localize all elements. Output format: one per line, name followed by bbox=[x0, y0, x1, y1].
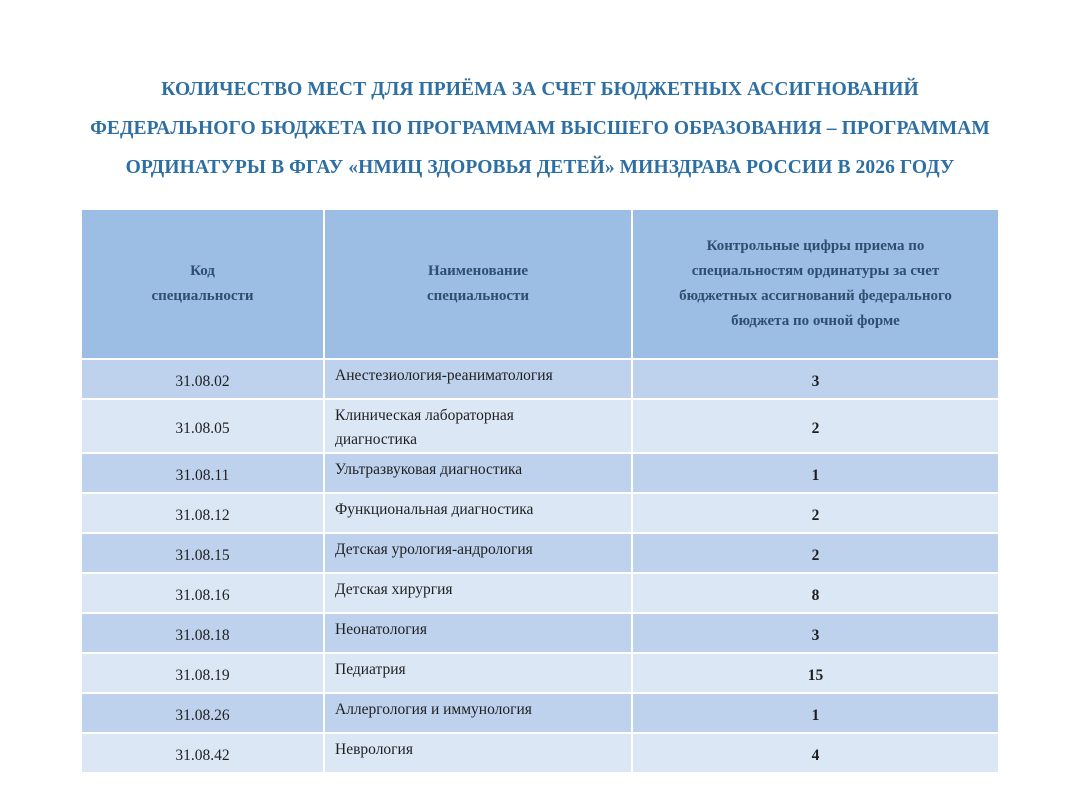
table-row bbox=[82, 360, 998, 398]
cell-code: 31.08.26 bbox=[82, 694, 323, 732]
table-header bbox=[82, 210, 998, 358]
cell-name-line: Детская урология-андрология bbox=[335, 541, 533, 558]
cell-code: 31.08.02 bbox=[82, 360, 323, 398]
cell-name bbox=[325, 360, 631, 398]
document-title bbox=[40, 70, 1040, 187]
cell-name bbox=[325, 494, 631, 532]
cell-count: 1 bbox=[633, 694, 998, 732]
cell-code: 31.08.42 bbox=[82, 734, 323, 772]
cell-count: 2 bbox=[633, 534, 998, 572]
table-row bbox=[82, 534, 998, 572]
cell-name-line: Неонатология bbox=[335, 621, 427, 638]
cell-name bbox=[325, 534, 631, 572]
cell-name-line: Анестезиология-реаниматология bbox=[335, 367, 553, 384]
cell-code: 31.08.16 bbox=[82, 574, 323, 612]
cell-code: 31.08.18 bbox=[82, 614, 323, 652]
table-row bbox=[82, 694, 998, 732]
cell-count: 2 bbox=[633, 400, 998, 452]
header-count-line: бюджетных ассигнований федерального bbox=[679, 288, 952, 304]
header-count-line: бюджета по очной форме bbox=[731, 313, 900, 329]
cell-name bbox=[325, 734, 631, 772]
cell-name bbox=[325, 614, 631, 652]
cell-name-line: Аллергология и иммунология bbox=[335, 701, 532, 718]
header-row bbox=[82, 210, 998, 358]
table-row bbox=[82, 574, 998, 612]
title-line: ФЕДЕРАЛЬНОГО БЮДЖЕТА ПО ПРОГРАММАМ ВЫСШЕГО ОБРАЗОВАНИЯ – ПРОГРАММАМ bbox=[90, 118, 990, 139]
header-count-line: специальностям ординатуры за счет bbox=[691, 263, 940, 279]
title-line: КОЛИЧЕСТВО МЕСТ ДЛЯ ПРИЁМА ЗА СЧЕТ БЮДЖЕТНЫХ АССИГНОВАНИЙ bbox=[161, 79, 919, 100]
cell-code: 31.08.11 bbox=[82, 454, 323, 492]
table-row bbox=[82, 454, 998, 492]
cell-name bbox=[325, 400, 631, 452]
table-row bbox=[82, 654, 998, 692]
cell-count: 1 bbox=[633, 454, 998, 492]
cell-name-line: Ультразвуковая диагностика bbox=[335, 461, 523, 478]
cell-code: 31.08.12 bbox=[82, 494, 323, 532]
title-line: ОРДИНАТУРЫ В ФГАУ «НМИЦ ЗДОРОВЬЯ ДЕТЕЙ» МИНЗДРАВА РОССИИ В 2026 ГОДУ bbox=[125, 157, 955, 178]
cell-name bbox=[325, 694, 631, 732]
header-name-line: Наименование bbox=[428, 263, 528, 279]
cell-name bbox=[325, 654, 631, 692]
cell-code: 31.08.05 bbox=[82, 400, 323, 452]
header-name bbox=[325, 210, 631, 358]
table-row bbox=[82, 494, 998, 532]
cell-count: 15 bbox=[633, 654, 998, 692]
cell-code: 31.08.15 bbox=[82, 534, 323, 572]
cell-name-line: диагностика bbox=[335, 431, 417, 448]
table-row bbox=[82, 614, 998, 652]
cell-code: 31.08.19 bbox=[82, 654, 323, 692]
cell-name-line: Клиническая лабораторная bbox=[335, 407, 514, 424]
cell-count: 3 bbox=[633, 360, 998, 398]
table-row bbox=[82, 400, 998, 452]
header-count-line: Контрольные цифры приема по bbox=[706, 238, 925, 254]
cell-name-line: Детская хирургия bbox=[335, 581, 453, 598]
cell-count: 8 bbox=[633, 574, 998, 612]
header-count bbox=[633, 210, 998, 358]
cell-name bbox=[325, 574, 631, 612]
cell-name-line: Функциональная диагностика bbox=[335, 501, 534, 518]
cell-name-line: Педиатрия bbox=[335, 661, 406, 678]
header-code-line: Код bbox=[190, 263, 215, 279]
cell-count: 4 bbox=[633, 734, 998, 772]
cell-count: 2 bbox=[633, 494, 998, 532]
header-code-line: специальности bbox=[151, 288, 254, 304]
cell-name bbox=[325, 454, 631, 492]
table-row bbox=[82, 734, 998, 772]
header-name-line: специальности bbox=[426, 288, 530, 304]
header-code bbox=[82, 210, 323, 358]
admission-table bbox=[80, 208, 1000, 774]
cell-count: 3 bbox=[633, 614, 998, 652]
cell-name-line: Неврология bbox=[335, 741, 413, 758]
table-body bbox=[82, 360, 998, 772]
